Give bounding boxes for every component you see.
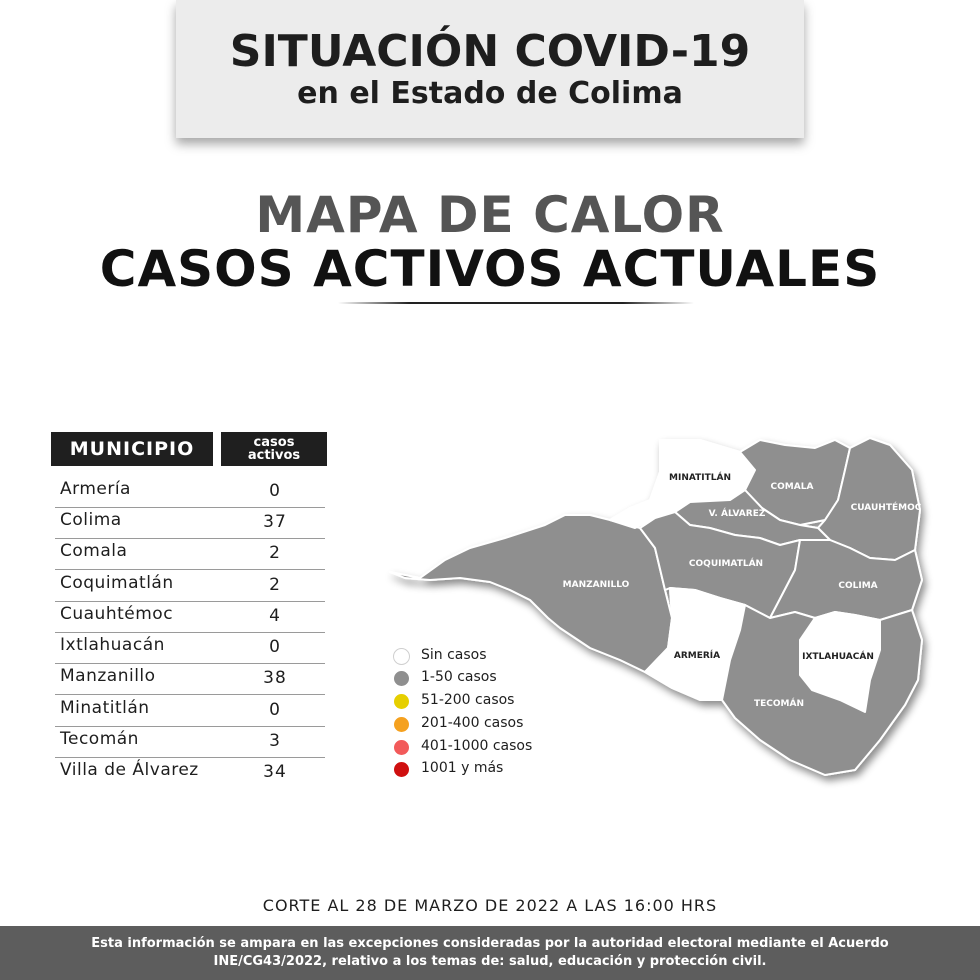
map-label-ixtlahuacan: IXTLAHUACÁN <box>802 652 874 662</box>
cut-date: CORTE AL 28 DE MARZO DE 2022 A LAS 16:00 HRS <box>262 896 718 915</box>
casos-value: 34 <box>263 762 287 782</box>
municipio-name: Tecomán <box>60 729 139 749</box>
municipio-name: Minatitlán <box>60 698 150 718</box>
map-label-villa-alvarez: V. ÁLVAREZ <box>708 509 766 519</box>
legal-note-line-2: INE/CG43/2022, relativo a los temas de: salud, educación y protección civil. <box>213 954 767 969</box>
legal-note-line-1: Esta información se ampara en las excepciones consideradas por la autoridad electoral mediante el Acuerdo <box>91 936 889 951</box>
casos-value: 3 <box>269 731 281 751</box>
legend-label: 51-200 casos <box>421 692 515 708</box>
casos-value: 4 <box>269 606 281 626</box>
map-label-coquimatlan: COQUIMATLÁN <box>688 559 764 569</box>
map-label-tecoman: TECOMÁN <box>754 699 804 709</box>
map-label-manzanillo: MANZANILLO <box>562 580 630 590</box>
legend-label: 201-400 casos <box>421 715 524 731</box>
map-label-comala: COMALA <box>770 482 814 492</box>
map-label-colima: COLIMA <box>838 581 878 591</box>
map-subtitle: CASOS ACTIVOS ACTUALES <box>99 240 881 298</box>
legend-swatch <box>394 694 409 709</box>
legend-label: 1-50 casos <box>421 669 497 685</box>
map-title: MAPA DE CALOR <box>255 186 725 244</box>
casos-value: 38 <box>263 668 287 688</box>
legend-swatch <box>394 762 409 777</box>
municipio-name: Coquimatlán <box>60 573 174 593</box>
column-header-municipio: MUNICIPIO <box>51 432 213 466</box>
casos-value: 0 <box>269 637 281 657</box>
column-header-casos-activos: casos activos <box>221 432 327 466</box>
casos-value: 37 <box>263 512 287 532</box>
casos-value: 2 <box>269 575 281 595</box>
municipio-name: Villa de Álvarez <box>60 760 199 780</box>
legend-label: Sin casos <box>421 647 487 663</box>
legend-label: 1001 y más <box>421 760 504 776</box>
legend-swatch <box>394 671 409 686</box>
legal-note-band <box>0 926 980 980</box>
map-label-minatitlan: MINATITLÁN <box>669 473 731 483</box>
map-label-cuauhtemoc: CUAUHTÉMOC <box>850 503 922 513</box>
casos-value: 0 <box>269 481 281 501</box>
municipio-name: Comala <box>60 541 128 561</box>
municipio-name: Armería <box>60 479 131 499</box>
municipio-name: Cuauhtémoc <box>60 604 174 624</box>
legend-swatch <box>394 717 409 732</box>
header-title: SITUACIÓN COVID-19 <box>229 26 751 77</box>
header-subtitle: en el Estado de Colima <box>297 76 683 111</box>
legend-swatch <box>394 740 409 755</box>
municipio-name: Manzanillo <box>60 666 156 686</box>
map-label-armeria: ARMERÍA <box>673 651 721 661</box>
casos-value: 0 <box>269 700 281 720</box>
municipio-name: Colima <box>60 510 122 530</box>
legend-swatch <box>394 649 409 664</box>
municipio-name: Ixtlahuacán <box>60 635 165 655</box>
casos-value: 2 <box>269 543 281 563</box>
legend-label: 401-1000 casos <box>421 738 533 754</box>
